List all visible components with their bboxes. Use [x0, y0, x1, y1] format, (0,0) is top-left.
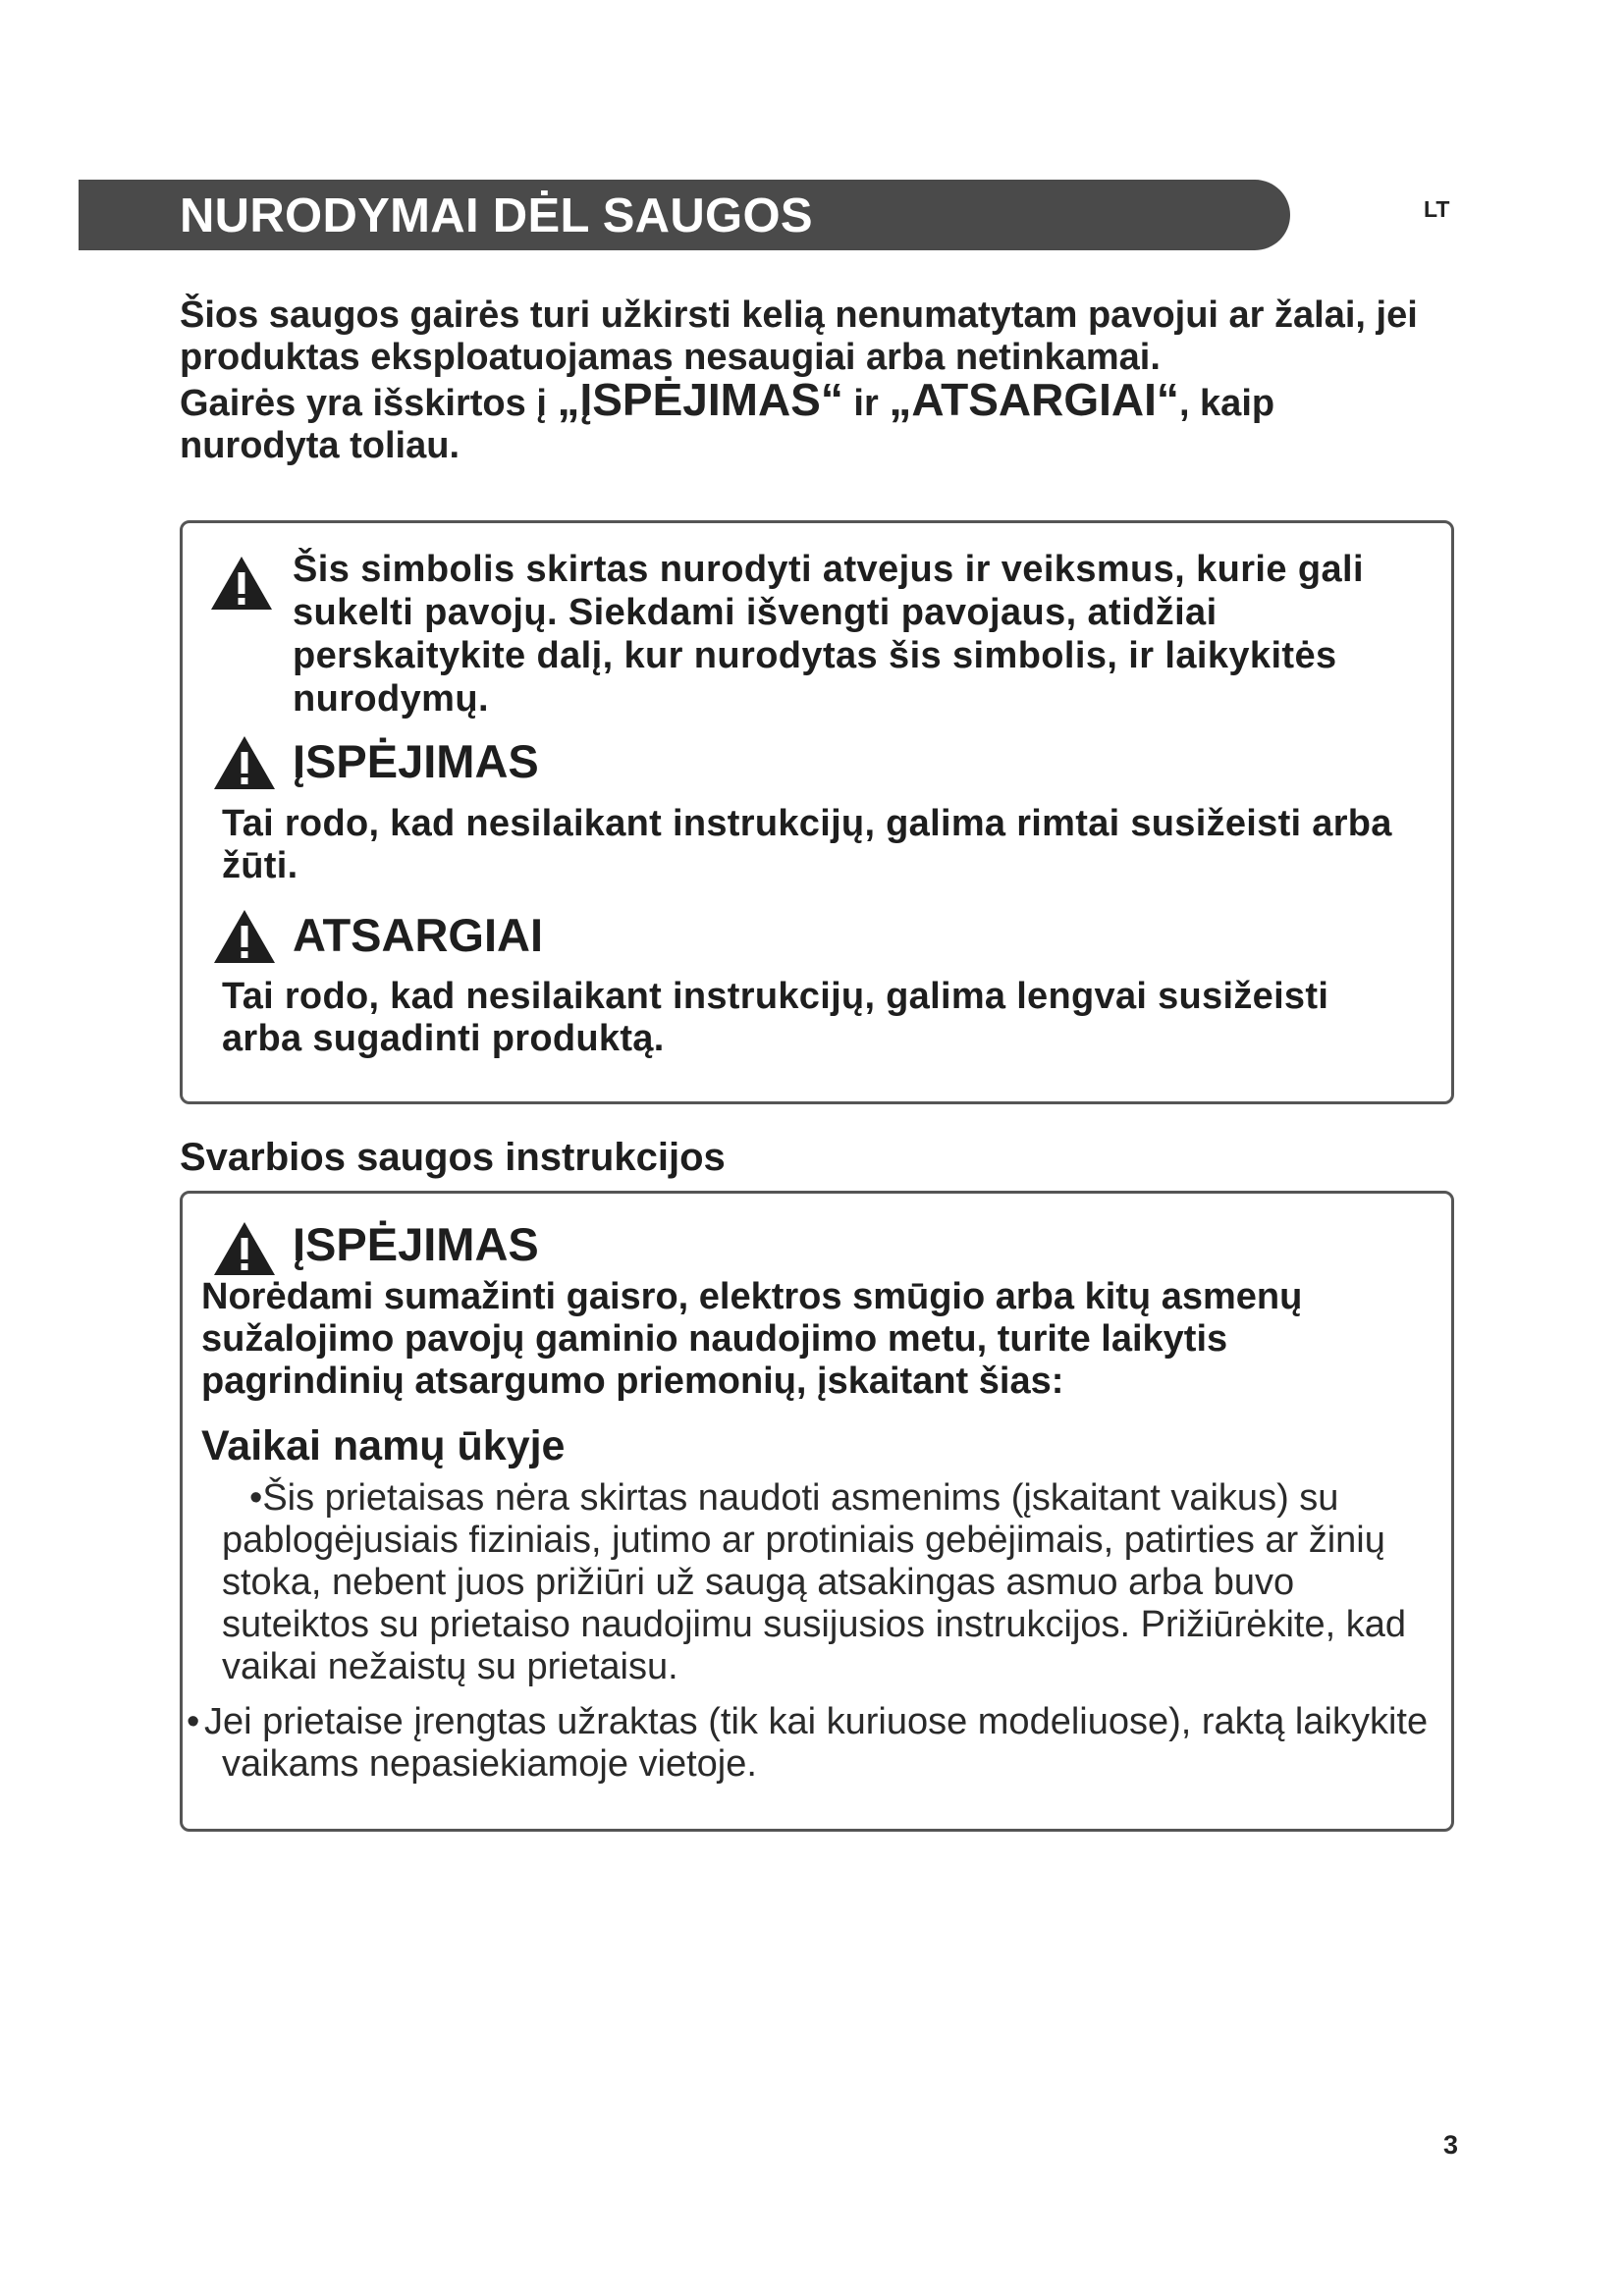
intro-text [180, 294, 1436, 467]
bullet-text: Šis prietaisas nėra skirtas naudoti asmenims (įskaitant vaikus) su pablogėjusiais fiziniais, jutimo ar protiniais gebėjimais, patirties ar žinių stoka, nebent juos prižiūri už saugą atsakingas asmuo arba buvo suteiktos su prietaiso naudojimu susijusios instrukcijos. Prižiūrėkite, kad vaikai nežaistų su prietaisu. [222, 1477, 1406, 1687]
page-number: 3 [1443, 2130, 1459, 2160]
intro-prefix: Gairės yra išskirtos į [180, 383, 558, 424]
instructions-intro: Norėdami sumažinti gaisro, elektros smūgio arba kitų asmenų sužalojimo pavojų gaminio naudojimo metu, turite laikytis pagrindinių atsargumo priemonių, įskaitant šias: [201, 1276, 1303, 1402]
language-tag: LT [1424, 196, 1450, 222]
intro-warning-label: „ĮSPĖJIMAS“ [557, 374, 843, 425]
caution-description: Tai rodo, kad nesilaikant instrukcijų, galima lengvai susižeisti arba sugadinti produktą. [222, 976, 1329, 1059]
intro-suffix: , kaip nurodyta toliau. [180, 383, 1275, 466]
instructions-warning-heading: ĮSPĖJIMAS [293, 1218, 539, 1270]
bullet-item [222, 1477, 1439, 1688]
caution-heading: ATSARGIAI [293, 909, 544, 961]
bullet-glyph: • [249, 1477, 263, 1519]
intro-middle: ir [842, 383, 890, 424]
section-title: Svarbios saugos instrukcijos [180, 1136, 726, 1179]
warning-triangle-icon [212, 734, 277, 791]
page-title: NURODYMAI DĖL SAUGOS [180, 189, 813, 242]
warning-heading: ĮSPĖJIMAS [293, 735, 539, 787]
warning-description: Tai rodo, kad nesilaikant instrukcijų, galima rimtai susižeisti arba žūti. [222, 803, 1392, 886]
warning-triangle-icon [212, 908, 277, 965]
intro-paragraph-1: Šios saugos gairės turi užkirsti kelią nenumatytam pavojui ar žalai, jei produktas eksploatuojamas nesaugiai arba netinkamai. [180, 294, 1418, 378]
intro-caution-label: „ATSARGIAI“ [889, 374, 1179, 425]
children-subheading: Vaikai namų ūkyje [201, 1422, 566, 1469]
bullet-text: Jei prietaise įrengtas užraktas (tik kai kuriuose modeliuose), raktą laikykite vaikams nepasiekiamoje vietoje. [204, 1701, 1429, 1785]
warning-triangle-icon [209, 555, 274, 612]
warning-triangle-icon [212, 1220, 277, 1277]
symbol-explanation: Šis simbolis skirtas nurodyti atvejus ir veiksmus, kurie gali sukelti pavojų. Siekdami išvengti pavojaus, atidžiai perskaitykite dalį, kur nurodytas šis simbolis, ir laikykitės nurodymų. [293, 549, 1364, 720]
bullet-item: • Jei prietaise įrengtas užraktas (tik kai kuriuose modeliuose), raktą laikykite vaikams nepasiekiamoje vietoje. [187, 1701, 1429, 1785]
intro-paragraph-2 [180, 374, 1436, 467]
